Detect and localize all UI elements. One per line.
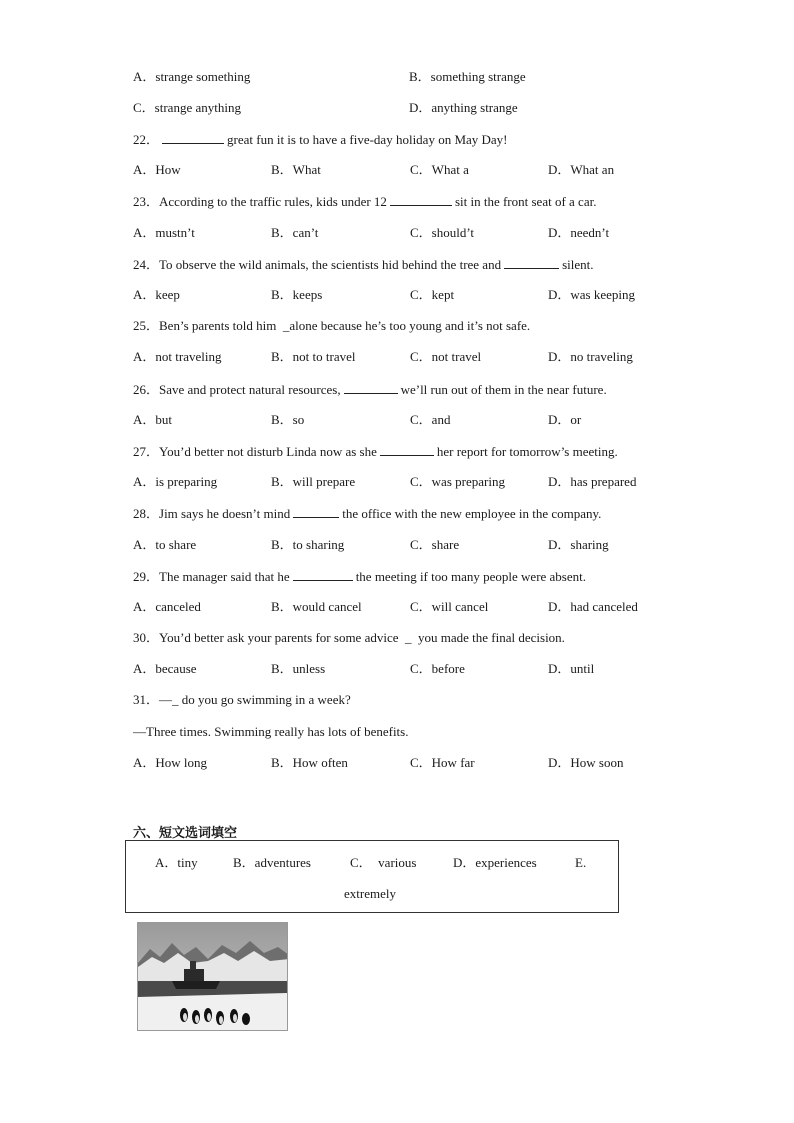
question-text: silent. <box>562 257 594 272</box>
option-text: What an <box>570 162 615 177</box>
option-text: was preparing <box>431 474 505 489</box>
question-22 <box>133 131 508 148</box>
option-label: D． <box>548 349 571 364</box>
question-number: 23． <box>133 194 160 209</box>
photo-illustration <box>138 923 288 1031</box>
option-text: How <box>155 162 181 177</box>
option-label: C． <box>133 100 155 115</box>
option-label: B． <box>271 412 293 427</box>
option-text: will prepare <box>292 474 356 489</box>
option-q26-c <box>410 412 450 428</box>
option-q26-a <box>133 412 172 428</box>
option-text: because <box>155 661 197 676</box>
option-text: unless <box>292 661 326 676</box>
option-text: and <box>431 412 451 427</box>
option-label: B． <box>271 474 293 489</box>
option-label: C． <box>410 537 432 552</box>
question-number: 29． <box>133 569 160 584</box>
question-text: According to the traffic rules, kids under 12 <box>159 194 387 209</box>
option-text: How far <box>431 755 475 770</box>
option-text: had canceled <box>570 599 638 614</box>
option-label: A． <box>133 225 156 240</box>
question-number: 30． <box>133 630 160 645</box>
option-label: A． <box>133 474 156 489</box>
option-q27-d <box>548 474 636 490</box>
option-label: C． <box>410 162 432 177</box>
option-text: would cancel <box>292 599 362 614</box>
word-label: C． <box>350 855 372 870</box>
option-text: is preparing <box>155 474 218 489</box>
question-number: 28． <box>133 506 160 521</box>
option-text: or <box>570 412 582 427</box>
option-q31-d <box>548 755 623 771</box>
option-text: not to travel <box>292 349 356 364</box>
option-q31-b <box>271 755 348 771</box>
option-text: anything strange <box>431 100 518 115</box>
option-q22-c <box>410 162 469 178</box>
option-label: A． <box>133 162 156 177</box>
option-label: A． <box>133 69 156 84</box>
option-q22-a <box>133 162 181 178</box>
option-label: A． <box>133 755 156 770</box>
question-text: You’d better not disturb Linda now as she <box>159 444 377 459</box>
word-text: tiny <box>177 855 198 870</box>
option-label: D． <box>409 100 432 115</box>
question-number: 22． <box>133 132 160 147</box>
answer-blank <box>504 256 559 269</box>
question-text: Save and protect natural resources, <box>159 382 341 397</box>
word-bank-item-c <box>350 855 416 871</box>
option-q28-a <box>133 537 196 553</box>
option-label: D． <box>548 412 571 427</box>
option-q30-d <box>548 661 594 677</box>
word-bank-item-e-label: E. <box>575 855 587 870</box>
option-label: C． <box>410 661 432 676</box>
option-text: mustn’t <box>155 225 195 240</box>
option-q31-c <box>410 755 475 771</box>
option-q30-b <box>271 661 325 677</box>
question-number: 26． <box>133 382 160 397</box>
option-text: no traveling <box>570 349 633 364</box>
option-text: How soon <box>570 755 624 770</box>
question-29 <box>133 568 586 585</box>
question-text: you made the final decision. <box>418 630 565 645</box>
option-text: What a <box>431 162 469 177</box>
option-q28-b <box>271 537 344 553</box>
option-q22-d <box>548 162 614 178</box>
question-31 <box>133 692 351 708</box>
option-q21-b <box>409 69 526 85</box>
antarctic-ship-penguins-photo <box>137 922 288 1031</box>
option-label: B． <box>271 661 293 676</box>
option-q21-c <box>133 100 241 116</box>
option-q23-a <box>133 225 195 241</box>
option-q24-b <box>271 287 322 303</box>
word-label: A． <box>155 855 178 870</box>
option-q27-b <box>271 474 355 490</box>
option-q30-c <box>410 661 465 677</box>
option-label: D． <box>548 755 571 770</box>
answer-blank <box>390 193 452 206</box>
question-23 <box>133 193 596 210</box>
option-text: sharing <box>570 537 609 552</box>
option-text: can’t <box>292 225 319 240</box>
option-label: B． <box>271 287 293 302</box>
option-label: B． <box>271 599 293 614</box>
word-bank-item-b <box>233 855 311 871</box>
question-text: the meeting if too many people were absent. <box>355 569 586 584</box>
question-number: 24． <box>133 257 160 272</box>
option-text: until <box>570 661 595 676</box>
question-27 <box>133 443 618 460</box>
question-28 <box>133 505 601 522</box>
question-30: 30．You’d better ask your parents for some advice _ you made the final decision. <box>133 630 565 645</box>
question-text: _alone because he’s too young and it’s not safe. <box>282 318 531 333</box>
word-text: various <box>378 855 417 870</box>
option-q25-a <box>133 349 221 365</box>
option-text: keep <box>155 287 180 302</box>
option-label: D． <box>548 661 571 676</box>
option-label: C． <box>410 474 432 489</box>
option-label: A． <box>133 537 156 552</box>
word-bank-box <box>125 840 619 913</box>
option-text: canceled <box>155 599 201 614</box>
option-text: How long <box>155 755 208 770</box>
option-q27-a <box>133 474 217 490</box>
option-q23-b <box>271 225 318 241</box>
option-text: share <box>431 537 460 552</box>
question-text: the office with the new employee in the company. <box>342 506 602 521</box>
answer-blank <box>293 505 339 518</box>
option-label: C． <box>410 349 432 364</box>
option-label: C． <box>410 287 432 302</box>
word-label: B． <box>233 855 255 870</box>
option-label: D． <box>548 225 571 240</box>
option-text: before <box>431 661 465 676</box>
question-text: great fun it is to have a five-day holiday on May Day! <box>227 132 508 147</box>
word-label: D． <box>453 855 476 870</box>
option-label: A． <box>133 412 156 427</box>
option-q30-a <box>133 661 197 677</box>
option-q21-a <box>133 69 250 85</box>
question-text: To observe the wild animals, the scientists hid behind the tree and <box>159 257 502 272</box>
option-label: A． <box>133 661 156 676</box>
option-q31-a <box>133 755 207 771</box>
option-q21-d <box>409 100 518 116</box>
option-text: to sharing <box>292 537 345 552</box>
option-label: D． <box>548 287 571 302</box>
option-text: strange something <box>155 69 251 84</box>
word-text: adventures <box>254 855 311 870</box>
option-text: strange anything <box>154 100 241 115</box>
option-q26-d <box>548 412 581 428</box>
option-q25-b <box>271 349 356 365</box>
option-text: needn’t <box>570 225 610 240</box>
option-text: not travel <box>431 349 482 364</box>
option-text: kept <box>431 287 455 302</box>
option-q28-d <box>548 537 609 553</box>
option-text: not traveling <box>155 349 222 364</box>
option-label: C． <box>410 412 432 427</box>
option-label: D． <box>548 162 571 177</box>
option-text: keeps <box>292 287 323 302</box>
question-text: Jim says he doesn’t mind <box>159 506 291 521</box>
option-label: A． <box>133 287 156 302</box>
option-label: D． <box>548 537 571 552</box>
option-text: something strange <box>430 69 526 84</box>
answer-blank <box>293 568 353 581</box>
option-q29-c <box>410 599 488 615</box>
option-q23-c <box>410 225 474 241</box>
option-label: B． <box>271 755 293 770</box>
question-text: You’d better ask your parents for some advice <box>159 630 399 645</box>
option-q24-c <box>410 287 454 303</box>
option-q29-d <box>548 599 638 615</box>
option-label: B． <box>271 225 293 240</box>
answer-blank <box>344 381 398 394</box>
section-title: 六、短文选词填空 <box>133 826 238 841</box>
option-text: was keeping <box>570 287 636 302</box>
answer-blank <box>380 443 434 456</box>
option-label: A． <box>133 599 156 614</box>
question-31-reply: —Three times. Swimming really has lots of benefits. <box>133 724 409 739</box>
option-text: so <box>292 412 305 427</box>
question-25 <box>133 318 530 334</box>
option-label: B． <box>271 537 293 552</box>
option-label: C． <box>410 755 432 770</box>
option-q25-d <box>548 349 633 365</box>
option-q29-b <box>271 599 362 615</box>
option-text: to share <box>155 537 197 552</box>
option-label: A． <box>133 349 156 364</box>
option-q25-c <box>410 349 481 365</box>
option-text: but <box>155 412 173 427</box>
question-text: Ben’s parents told him <box>159 318 277 333</box>
option-q24-d <box>548 287 635 303</box>
question-text: sit in the front seat of a car. <box>454 194 597 209</box>
question-24 <box>133 256 594 273</box>
question-text: her report for tomorrow’s meeting. <box>436 444 618 459</box>
option-text: How often <box>292 755 348 770</box>
option-label: B． <box>271 349 293 364</box>
option-q29-a <box>133 599 201 615</box>
word-bank-item-d <box>453 855 537 871</box>
option-q26-b <box>271 412 304 428</box>
option-q23-d <box>548 225 609 241</box>
option-label: C． <box>410 225 432 240</box>
answer-blank <box>162 131 224 144</box>
word-text: experiences <box>475 855 537 870</box>
question-text: we’ll run out of them in the near future. <box>400 382 607 397</box>
option-q27-c <box>410 474 505 490</box>
option-q22-b <box>271 162 321 178</box>
word-bank-item-e-text: extremely <box>344 886 396 901</box>
question-text: —_ do you go swimming in a week? <box>159 692 351 707</box>
option-text: should’t <box>431 225 475 240</box>
option-label: B． <box>409 69 431 84</box>
option-text: has prepared <box>570 474 637 489</box>
question-number: 25． <box>133 318 160 333</box>
option-label: B． <box>271 162 293 177</box>
question-26 <box>133 381 607 398</box>
option-text: What <box>292 162 321 177</box>
question-number: 31． <box>133 692 160 707</box>
question-number: 27． <box>133 444 160 459</box>
option-label: D． <box>548 474 571 489</box>
question-text: The manager said that he <box>159 569 290 584</box>
option-label: D． <box>548 599 571 614</box>
option-q28-c <box>410 537 459 553</box>
option-text: will cancel <box>431 599 489 614</box>
option-q24-a <box>133 287 180 303</box>
word-bank-item-a <box>155 855 198 871</box>
option-label: C． <box>410 599 432 614</box>
